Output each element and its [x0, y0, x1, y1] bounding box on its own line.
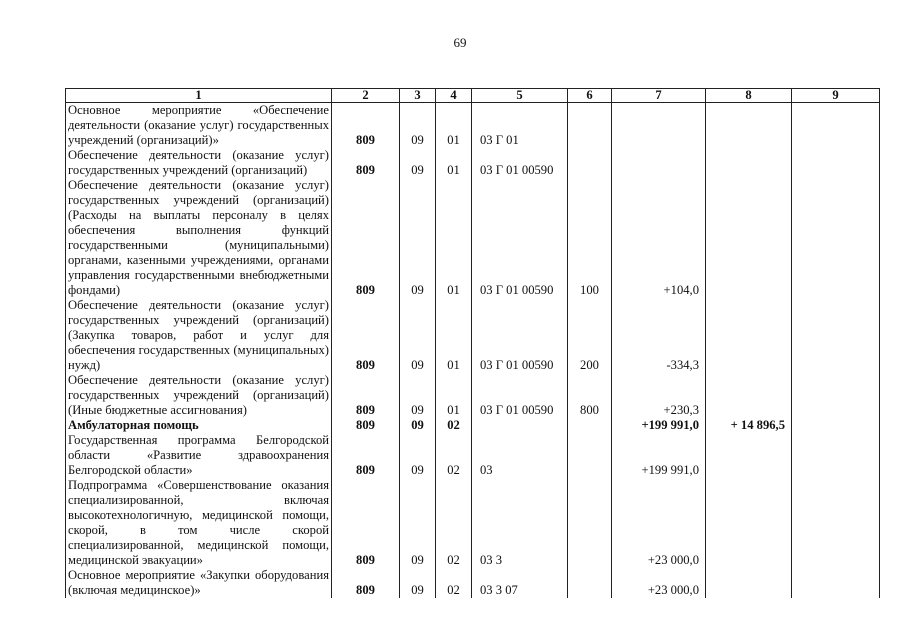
row-subsection-cell: 01 [436, 103, 472, 149]
row-subsection-cell: 02 [436, 418, 472, 433]
table-row [66, 298, 880, 373]
row-amount-cell: +199 991,0 [612, 433, 706, 478]
row-amount-cell: +230,3 [612, 373, 706, 418]
row-name-cell: Обеспечение деятельности (оказание услуг) государственных учреждений (организаций) [66, 148, 332, 178]
row-empty-cell [792, 178, 880, 298]
row-amount2-cell [706, 148, 792, 178]
row-code-cell: 809 [332, 568, 400, 598]
row-code-cell: 809 [332, 178, 400, 298]
row-amount2-cell [706, 298, 792, 373]
row-expense-type-cell: 200 [568, 298, 612, 373]
row-section-cell: 09 [400, 373, 436, 418]
row-section-cell: 09 [400, 478, 436, 568]
row-target-article-cell: 03 [472, 433, 568, 478]
row-empty-cell [792, 373, 880, 418]
row-name-cell: Основное мероприятие «Закупки оборудования (включая медицинское)» [66, 568, 332, 598]
row-target-article-cell: 03 Г 01 [472, 103, 568, 149]
budget-table [65, 88, 880, 598]
row-section-cell: 09 [400, 148, 436, 178]
row-name-cell: Амбулаторная помощь [66, 418, 332, 433]
row-subsection-cell: 02 [436, 478, 472, 568]
row-code-cell: 809 [332, 148, 400, 178]
column-header: 9 [792, 89, 880, 103]
table-header-row [66, 89, 880, 103]
row-empty-cell [792, 478, 880, 568]
row-name-cell: Основное мероприятие «Обеспечение деятельности (оказание услуг) государственных учреждений (организаций)» [66, 103, 332, 149]
row-empty-cell [792, 298, 880, 373]
row-name-cell: Обеспечение деятельности (оказание услуг) государственных учреждений (организаций) (Расходы на выплаты персоналу в целях обеспечения выполнения функций государственными (муниципальными) органами, казенными учреждениями, органами управления государственными внебюджетными фондами) [66, 178, 332, 298]
row-amount-cell [612, 148, 706, 178]
row-code-cell: 809 [332, 298, 400, 373]
row-expense-type-cell [568, 433, 612, 478]
row-section-cell: 09 [400, 103, 436, 149]
table-row [66, 103, 880, 149]
table-row [66, 433, 880, 478]
row-empty-cell [792, 418, 880, 433]
row-section-cell: 09 [400, 178, 436, 298]
row-target-article-cell: 03 Г 01 00590 [472, 178, 568, 298]
row-amount-cell [612, 103, 706, 149]
table-row [66, 418, 880, 433]
row-section-cell: 09 [400, 433, 436, 478]
row-name-cell: Обеспечение деятельности (оказание услуг) государственных учреждений (организаций) (Иные бюджетные ассигнования) [66, 373, 332, 418]
table-row [66, 478, 880, 568]
row-code-cell: 809 [332, 418, 400, 433]
row-amount-cell: +23 000,0 [612, 568, 706, 598]
row-amount2-cell [706, 178, 792, 298]
row-code-cell: 809 [332, 103, 400, 149]
row-expense-type-cell [568, 418, 612, 433]
row-amount2-cell: + 14 896,5 [706, 418, 792, 433]
row-empty-cell [792, 148, 880, 178]
row-code-cell: 809 [332, 478, 400, 568]
row-target-article-cell: 03 Г 01 00590 [472, 373, 568, 418]
page-number: 69 [453, 35, 467, 50]
column-header: 6 [568, 89, 612, 103]
row-empty-cell [792, 568, 880, 598]
row-name-cell: Государственная программа Белгородской области «Развитие здравоохранения Белгородской области» [66, 433, 332, 478]
row-amount-cell: +23 000,0 [612, 478, 706, 568]
row-target-article-cell: 03 3 [472, 478, 568, 568]
row-target-article-cell: 03 3 07 [472, 568, 568, 598]
row-expense-type-cell: 100 [568, 178, 612, 298]
row-expense-type-cell [568, 103, 612, 149]
row-amount2-cell [706, 373, 792, 418]
row-empty-cell [792, 433, 880, 478]
row-code-cell: 809 [332, 433, 400, 478]
row-subsection-cell: 01 [436, 373, 472, 418]
table-row [66, 148, 880, 178]
row-expense-type-cell: 800 [568, 373, 612, 418]
row-subsection-cell: 02 [436, 433, 472, 478]
row-target-article-cell [472, 418, 568, 433]
row-amount-cell: +104,0 [612, 178, 706, 298]
row-amount-cell: -334,3 [612, 298, 706, 373]
table-row [66, 373, 880, 418]
row-name-cell: Обеспечение деятельности (оказание услуг) государственных учреждений (организаций) (Закупка товаров, работ и услуг для обеспечения государственных (муниципальных) нужд) [66, 298, 332, 373]
row-amount-cell: +199 991,0 [612, 418, 706, 433]
row-expense-type-cell [568, 478, 612, 568]
row-subsection-cell: 02 [436, 568, 472, 598]
row-name-cell: Подпрограмма «Совершенствование оказания специализированной, включая высокотехнологичную, медицинской помощи, скорой, в том числе скорой специализированной, медицинской помощи, медицинской эвакуации» [66, 478, 332, 568]
row-subsection-cell: 01 [436, 298, 472, 373]
row-expense-type-cell [568, 148, 612, 178]
row-section-cell: 09 [400, 298, 436, 373]
row-subsection-cell: 01 [436, 148, 472, 178]
column-header: 5 [472, 89, 568, 103]
row-amount2-cell [706, 478, 792, 568]
row-target-article-cell: 03 Г 01 00590 [472, 298, 568, 373]
column-header: 1 [66, 89, 332, 103]
column-header: 2 [332, 89, 400, 103]
column-header: 7 [612, 89, 706, 103]
row-section-cell: 09 [400, 418, 436, 433]
column-header: 3 [400, 89, 436, 103]
row-amount2-cell [706, 568, 792, 598]
row-expense-type-cell [568, 568, 612, 598]
row-amount2-cell [706, 433, 792, 478]
row-target-article-cell: 03 Г 01 00590 [472, 148, 568, 178]
row-section-cell: 09 [400, 568, 436, 598]
row-code-cell: 809 [332, 373, 400, 418]
row-empty-cell [792, 103, 880, 149]
column-header: 4 [436, 89, 472, 103]
column-header: 8 [706, 89, 792, 103]
table-row [66, 178, 880, 298]
row-subsection-cell: 01 [436, 178, 472, 298]
table-row [66, 568, 880, 598]
row-amount2-cell [706, 103, 792, 149]
